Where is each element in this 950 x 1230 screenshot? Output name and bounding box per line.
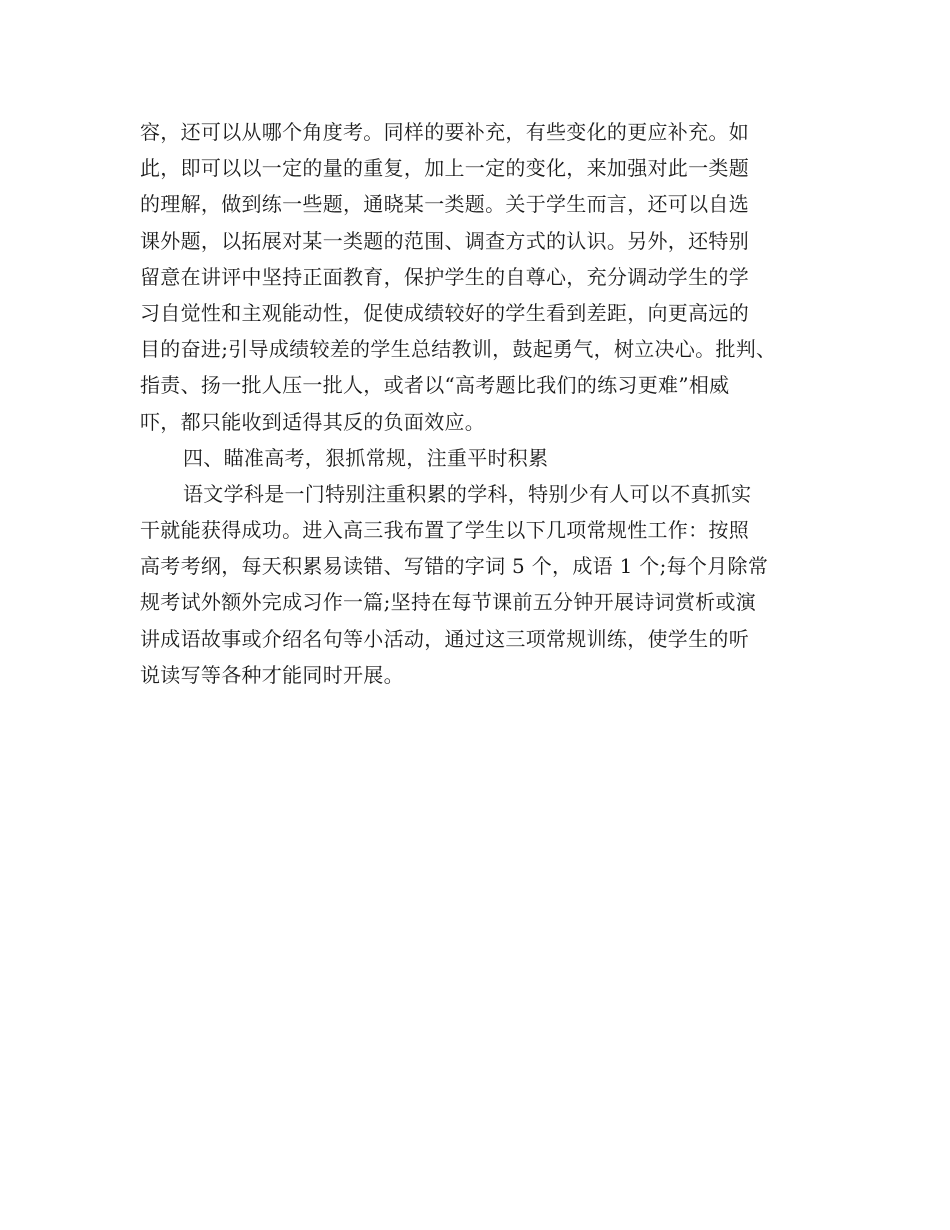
text-line: 指责、扬一批人压一批人，或者以“高考题比我们的练习更难”相威 [140,373,730,398]
text-line: 规考试外额外完成习作一篇;坚持在每节课前五分钟开展诗词赏析或演 [140,590,757,615]
text-line: 习自觉性和主观能动性，促使成绩较好的学生看到差距，向更高远的 [140,300,749,325]
text-line: 讲成语故事或介绍名句等小活动，通过这三项常规训练，使学生的听 [140,626,749,651]
text-line: 课外题，以拓展对某一类题的范围、调查方式的认识。另外，还特别 [140,228,749,253]
section-heading: 四、瞄准高考，狠抓常规，注重平时积累 [183,445,549,470]
text-line: 留意在讲评中坚持正面教育，保护学生的自尊心，充分调动学生的学 [140,264,749,289]
text-line: 说读写等各种才能同时开展。 [140,662,404,687]
text-line: 目的奋进;引导成绩较差的学生总结教训，鼓起勇气，树立决心。批判、 [140,337,777,362]
text-line: 语文学科是一门特别注重积累的学科，特别少有人可以不真抓实 [183,481,752,506]
document-body [140,114,820,693]
text-line: 的理解，做到练一些题，通晓某一类题。关于学生而言，还可以自选 [140,192,749,217]
paragraph-section-four [140,476,820,693]
paragraph-continuation [140,114,820,440]
text-line: 此，即可以以一定的量的重复，加上一定的变化，来加强对此一类题 [140,156,749,181]
text-line: 干就能获得成功。进入高三我布置了学生以下几项常规性工作：按照 [140,518,749,543]
text-line: 容，还可以从哪个角度考。同样的要补充，有些变化的更应补充。如 [140,120,749,144]
text-line: 吓，都只能收到适得其反的负面效应。 [140,409,486,434]
text-line: 高考考纲，每天积累易读错、写错的字词 5 个，成语 1 个;每个月除常 [140,554,769,579]
